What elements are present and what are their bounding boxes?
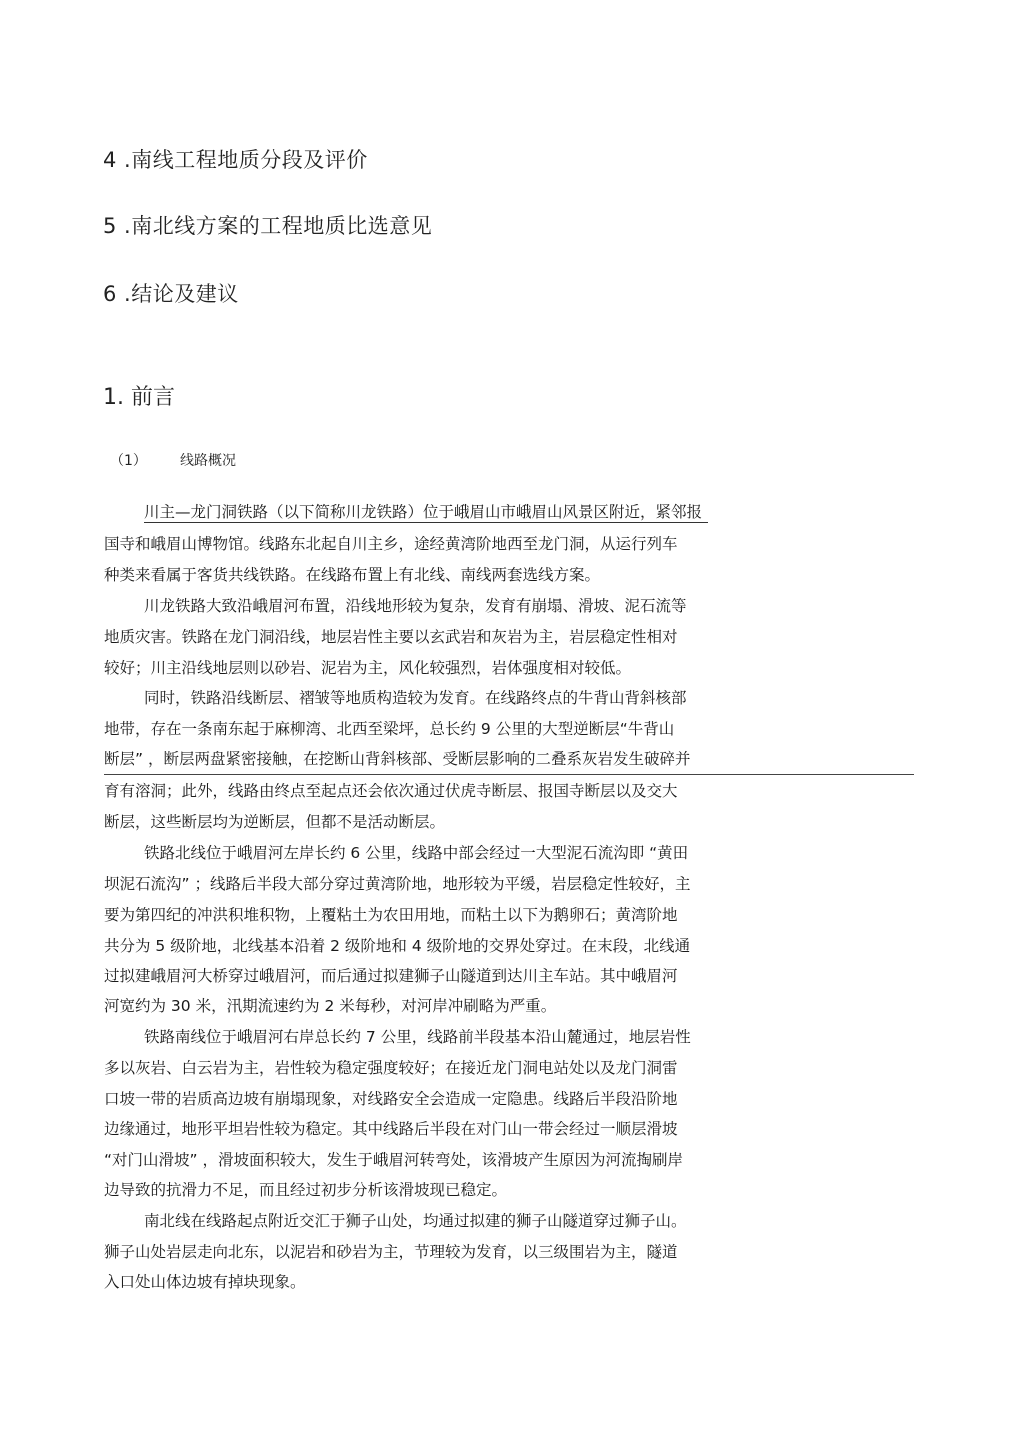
paragraph-line [144, 502, 708, 522]
paragraph-line: 同时，铁路沿线断层、褶皱等地质构造较为发育。在线路终点的牛背山背斜核部 [144, 689, 687, 707]
paragraph-line: 断层，这些断层均为逆断层，但都不是活动断层。 [104, 813, 446, 831]
paragraph-line: 铁路北线位于峨眉河左岸长约 6 公里，线路中部会经过一大型泥石流沟即 “黄田 [144, 844, 689, 862]
paragraph-line: 河宽约为 30 米，汛期流速约为 2 米每秒，对河岸冲刷略为严重。 [104, 997, 557, 1015]
section-title: 1. 前言 [103, 385, 175, 410]
paragraph-line: 地带，存在一条南东起于麻柳湾、北西至梁坪，总长约 9 公里的大型逆断层“牛背山 [104, 720, 675, 738]
paragraph-line: 多以灰岩、白云岩为主，岩性较为稳定强度较好；在接近龙门洞电站处以及龙门洞雷 [104, 1059, 678, 1077]
paragraph-line: 川龙铁路大致沿峨眉河布置，沿线地形较为复杂，发育有崩塌、滑坡、泥石流等 [144, 597, 687, 615]
paragraph-line: 种类来看属于客货共线铁路。在线路布置上有北线、南线两套选线方案。 [104, 566, 601, 584]
toc-item-5: 5 .南北线方案的工程地质比选意见 [103, 214, 433, 238]
paragraph-line: “对门山滑坡” ，滑坡面积较大，发生于峨眉河转弯处，该滑坡产生原因为河流掏刷岸 [104, 1151, 683, 1169]
paragraph-line: 边导致的抗滑力不足，而且经过初步分析该滑坡现已稳定。 [104, 1181, 508, 1199]
horizontal-rule [104, 774, 914, 775]
paragraph-line: 过拟建峨眉河大桥穿过峨眉河，而后通过拟建狮子山隧道到达川主车站。其中峨眉河 [104, 967, 678, 985]
paragraph-line: 要为第四纪的冲洪积堆积物，上覆粘土为农田用地，而粘土以下为鹅卵石；黄湾阶地 [104, 906, 678, 924]
underlined-text: 川主—龙门洞铁路（以下简称川龙铁路）位于峨眉山市峨眉山风景区附近，紧邻报 [144, 503, 708, 523]
paragraph-line: 边缘通过，地形平坦岩性较为稳定。其中线路后半段在对门山一带会经过一顺层滑坡 [104, 1120, 678, 1138]
paragraph-line: 国寺和峨眉山博物馆。线路东北起自川主乡，途经黄湾阶地西至龙门洞，从运行列车 [104, 535, 678, 553]
paragraph-line: 断层” ，断层两盘紧密接触，在挖断山背斜核部、受断层影响的二叠系灰岩发生破碎并 [104, 750, 691, 768]
toc-item-4: 4 .南线工程地质分段及评价 [103, 148, 368, 172]
paragraph-line: 入口处山体边坡有掉块现象。 [104, 1273, 306, 1291]
paragraph-line: 南北线在线路起点附近交汇于狮子山处，均通过拟建的狮子山隧道穿过狮子山。 [144, 1212, 687, 1230]
paragraph-line: 坝泥石流沟” ；线路后半段大部分穿过黄湾阶地，地形较为平缓，岩层稳定性较好，主 [104, 875, 691, 893]
paragraph-line: 口坡一带的岩质高边坡有崩塌现象，对线路安全会造成一定隐患。线路后半段沿阶地 [104, 1090, 678, 1108]
paragraph-line: 铁路南线位于峨眉河右岸总长约 7 公里，线路前半段基本沿山麓通过，地层岩性 [144, 1028, 691, 1046]
subsection-title: 线路概况 [180, 453, 236, 469]
paragraph-line: 较好；川主沿线地层则以砂岩、泥岩为主，风化较强烈，岩体强度相对较低。 [104, 659, 632, 677]
paragraph-line: 育有溶洞；此外，线路由终点至起点还会依次通过伏虎寺断层、报国寺断层以及交大 [104, 782, 678, 800]
paragraph-line: 地质灾害。铁路在龙门洞沿线，地层岩性主要以玄武岩和灰岩为主，岩层稳定性相对 [104, 628, 678, 646]
subsection-number: （1） [110, 453, 147, 469]
toc-item-6: 6 .结论及建议 [103, 282, 239, 306]
paragraph-line: 共分为 5 级阶地，北线基本沿着 2 级阶地和 4 级阶地的交界处穿过。在末段，北线通 [104, 937, 691, 955]
subsection-heading [110, 450, 236, 470]
paragraph-line: 狮子山处岩层走向北东，以泥岩和砂岩为主，节理较为发育，以三级围岩为主，隧道 [104, 1243, 678, 1261]
